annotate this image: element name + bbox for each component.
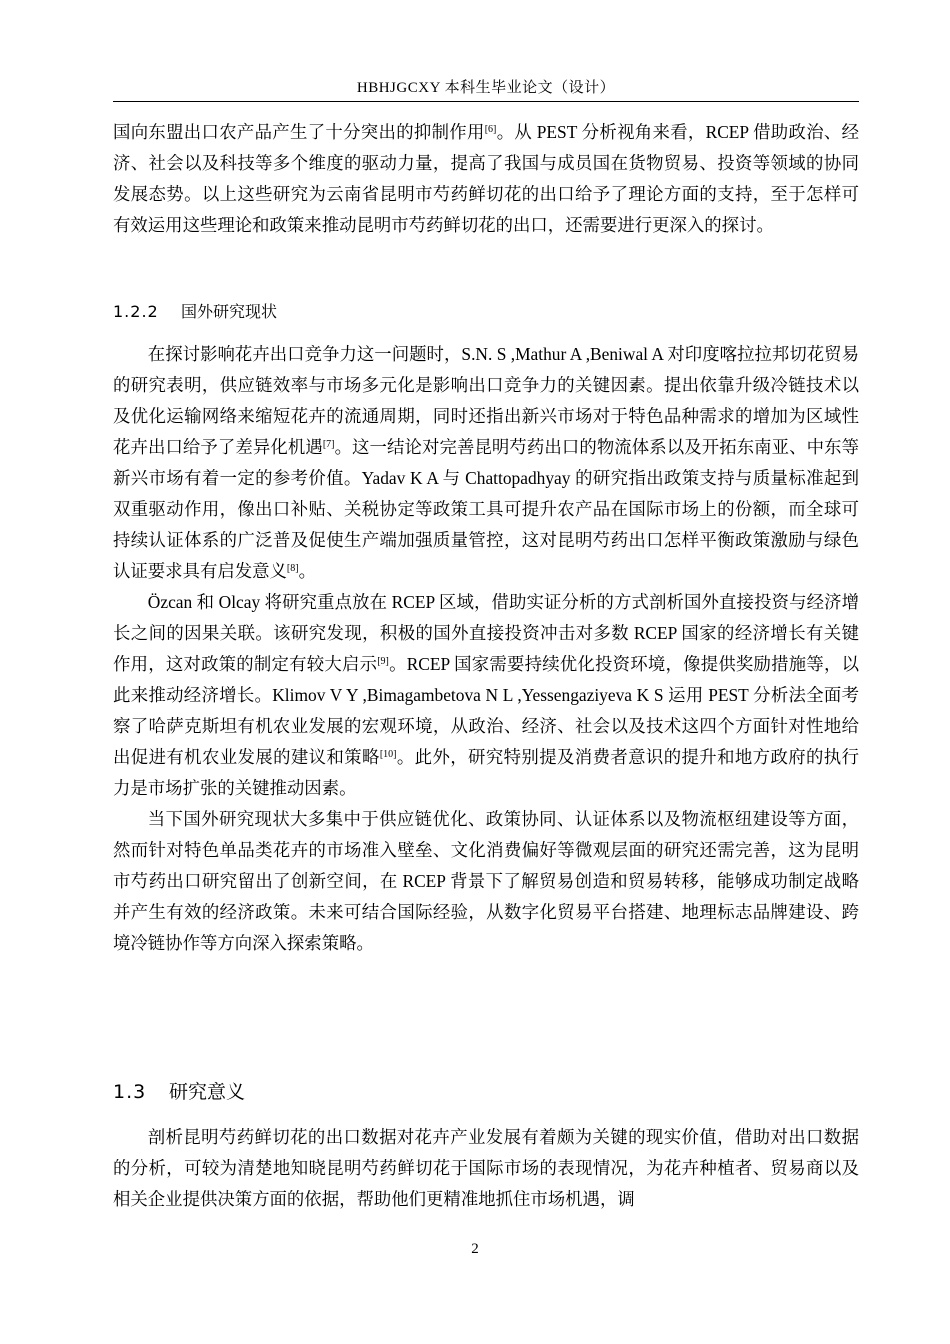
paragraph-significance-1: 剖析昆明芍药鲜切花的出口数据对花卉产业发展有着颇为关键的现实价值，借助对出口数据的分析，可较为清楚地知晓昆明芍药鲜切花于国际市场的表现情况，为花卉种植者、贸易商以及相关企业提供决策方面的依据，帮助他们更精准地抓住市场机遇，调 — [113, 1127, 859, 1209]
section-heading-1-3 — [113, 1078, 245, 1106]
paragraph-foreign-2 — [113, 587, 859, 804]
citation-6: [6] — [484, 124, 497, 135]
section-number: 1.3 — [113, 1081, 147, 1103]
paragraph-text: 。这一结论对完善昆明芍药出口的物流体系以及开拓东南亚、中东等新兴市场有着一定的参考价值。Yadav K A 与 Chattopadhyay 的研究指出政策支持与质量标准起到双重驱动作用，像出口补贴、关税协定等政策工具可提升农产品在国际市场上的份额，而全球可持续认证体系的广泛普及促使生产端加强质量管控，这对昆明芍药出口怎样平衡政策激励与绿色认证要求具有启发意义 — [113, 437, 859, 581]
section-title: 国外研究现状 — [181, 302, 278, 321]
paragraph-text: 。 — [298, 561, 316, 581]
section-1-2-2-body — [113, 339, 859, 959]
paragraph-foreign-1 — [113, 339, 859, 587]
paragraph-text: 在探讨影响花卉出口竞争力这一问题时，S.N. S ,Mathur A ,Beniwal A 对印度喀拉拉邦切花贸易的研究表明，供应链效率与市场多元化是影响出口竞争力的关键因素。提出依靠升级冷链技术以及优化运输网络来缩短花卉的流通周期，同时还指出新兴市场对于特色品种需求的增加为区域性花卉出口给予了差异化机遇 — [113, 344, 859, 457]
paragraph-text: 。RCEP 国家需要持续优化投资环境，像提供奖励措施等，以此来推动经济增长。Klimov V Y ,Bimagambetova N L ,Yessengaziyeva K S 运用 PEST 分析法全面考察了哈萨克斯坦有机农业发展的宏观环境，从政治、经济、社会以及技术这四个方面针对性地给出促进有机农业发展的建议和策略 — [113, 654, 859, 767]
citation-10: [10] — [379, 749, 397, 760]
intro-text-a: 国向东盟出口农产品产生了十分突出的抑制作用 — [113, 122, 485, 142]
section-number: 1.2.2 — [113, 302, 159, 321]
page-number: 2 — [471, 1241, 479, 1257]
paragraph-foreign-3: 当下国外研究现状大多集中于供应链优化、政策协同、认证体系以及物流枢纽建设等方面，然而针对特色单品类花卉的市场准入壁垒、文化消费偏好等微观层面的研究还需完善，这为昆明市芍药出口研究留出了创新空间，在 RCEP 背景下了解贸易创造和贸易转移，能够成功制定战略并产生有效的经济政策。未来可结合国际经验，从数字化贸易平台搭建、地理标志品牌建设、跨境冷链协作等方向深入探索策略。 — [113, 809, 859, 953]
running-header: HBHJGCXY 本科生毕业论文（设计） — [356, 80, 616, 96]
citation-8: [8] — [286, 563, 299, 574]
citation-7: [7] — [322, 439, 335, 450]
section-heading-1-2-2 — [113, 300, 277, 324]
section-1-3-body — [113, 1122, 859, 1215]
intro-text-b: 。从 PEST 分析视角来看，RCEP 借助政治、经济、社会以及科技等多个维度的驱动力量，提高了我国与成员国在货物贸易、投资等领域的协同发展态势。以上这些研究为云南省昆明市芍药鲜切花的出口给予了理论方面的支持，至于怎样可有效运用这些理论和政策来推动昆明市芍药鲜切花的出口，还需要进行更深入的探讨。 — [113, 122, 859, 235]
paragraph-text: Özcan 和 Olcay 将研究重点放在 RCEP 区域，借助实证分析的方式剖析国外直接投资与经济增长之间的因果关联。该研究发现，积极的国外直接投资冲击对多数 RCEP 国家的经济增长有关键作用，这对政策的制定有较大启示 — [113, 592, 859, 674]
paragraph-text: 。此外，研究特别提及消费者意识的提升和地方政府的执行力是市场扩张的关键推动因素。 — [113, 747, 859, 798]
header-rule — [113, 101, 859, 102]
section-title: 研究意义 — [169, 1081, 246, 1103]
intro-paragraph — [113, 117, 859, 241]
citation-9: [9] — [377, 656, 389, 667]
